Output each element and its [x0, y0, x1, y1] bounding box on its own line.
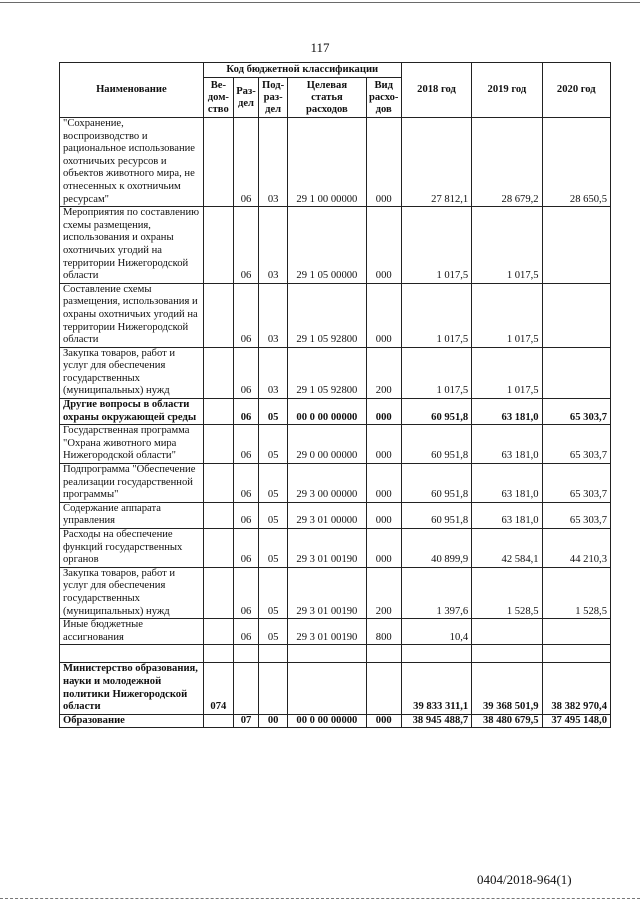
cell-target: 29 1 00 00000 — [288, 118, 366, 207]
table-row — [60, 714, 611, 728]
scan-edge-bottom — [0, 898, 640, 899]
header-classification-group: Код бюджетной классификации — [203, 63, 401, 78]
table-row — [60, 663, 611, 714]
cell-name: Другие вопросы в области охраны окружающей среды — [60, 399, 204, 425]
cell-vedomstvo — [203, 283, 233, 347]
table-row — [60, 425, 611, 464]
cell-vid: 000 — [366, 714, 401, 728]
cell-vedomstvo — [203, 529, 233, 568]
cell-vedomstvo — [203, 464, 233, 503]
cell-2018: 40 899,9 — [401, 529, 471, 568]
cell-2020 — [542, 645, 610, 663]
cell-vedomstvo — [203, 567, 233, 618]
cell-2018: 1 397,6 — [401, 567, 471, 618]
cell-target — [288, 663, 366, 714]
cell-2020: 65 303,7 — [542, 425, 610, 464]
cell-2019: 28 679,2 — [472, 118, 542, 207]
cell-2020: 65 303,7 — [542, 502, 610, 528]
cell-2019: 1 017,5 — [472, 283, 542, 347]
table-row — [60, 502, 611, 528]
cell-2019: 1 017,5 — [472, 207, 542, 284]
header-razdel: Раз- дел — [233, 78, 258, 118]
cell-2020: 65 303,7 — [542, 399, 610, 425]
cell-vedomstvo — [203, 347, 233, 398]
cell-2019: 63 181,0 — [472, 502, 542, 528]
cell-razdel: 06 — [233, 347, 258, 398]
cell-vedomstvo — [203, 502, 233, 528]
cell-razdel: 06 — [233, 118, 258, 207]
cell-2018: 1 017,5 — [401, 347, 471, 398]
cell-2018: 60 951,8 — [401, 502, 471, 528]
table-row — [60, 118, 611, 207]
cell-razdel — [233, 645, 258, 663]
cell-target: 29 3 01 00190 — [288, 619, 366, 645]
table-row — [60, 619, 611, 645]
cell-razdel: 07 — [233, 714, 258, 728]
cell-podrazdel: 05 — [259, 529, 288, 568]
header-vid: Вид расхо- дов — [366, 78, 401, 118]
cell-razdel: 06 — [233, 399, 258, 425]
table-row — [60, 529, 611, 568]
header-name: Наименование — [60, 63, 204, 118]
cell-podrazdel: 05 — [259, 425, 288, 464]
scan-edge-top — [0, 2, 640, 3]
cell-target: 29 3 00 00000 — [288, 464, 366, 503]
cell-2019: 42 584,1 — [472, 529, 542, 568]
cell-2020 — [542, 283, 610, 347]
cell-name: Государственная программа "Охрана животного мира Нижегородской области" — [60, 425, 204, 464]
header-row-group — [60, 63, 611, 78]
cell-podrazdel: 03 — [259, 347, 288, 398]
header-vedomstvo: Ве- дом- ство — [203, 78, 233, 118]
header-2018: 2018 год — [401, 63, 471, 118]
document-code: 0404/2018-964(1) — [477, 872, 572, 887]
budget-table — [59, 62, 611, 728]
cell-vedomstvo — [203, 425, 233, 464]
table-row — [60, 645, 611, 663]
cell-podrazdel: 05 — [259, 399, 288, 425]
cell-razdel: 06 — [233, 619, 258, 645]
table-row — [60, 399, 611, 425]
cell-target: 29 0 00 00000 — [288, 425, 366, 464]
cell-razdel: 06 — [233, 425, 258, 464]
cell-target: 29 1 05 92800 — [288, 347, 366, 398]
cell-razdel: 06 — [233, 207, 258, 284]
cell-2018: 60 951,8 — [401, 425, 471, 464]
cell-2018: 1 017,5 — [401, 207, 471, 284]
cell-2020: 37 495 148,0 — [542, 714, 610, 728]
cell-2020: 65 303,7 — [542, 464, 610, 503]
cell-razdel: 06 — [233, 283, 258, 347]
cell-name: Министерство образования, науки и молодежной политики Нижегородской области — [60, 663, 204, 714]
cell-target: 29 3 01 00000 — [288, 502, 366, 528]
cell-2019 — [472, 619, 542, 645]
cell-name: Мероприятия по составлению схемы размещения, использования и охраны охотничьих угодий на территории Нижегородской области — [60, 207, 204, 284]
cell-vedomstvo — [203, 399, 233, 425]
cell-name: Образование — [60, 714, 204, 728]
cell-vid — [366, 645, 401, 663]
page-number: 117 — [310, 40, 330, 55]
cell-vid — [366, 663, 401, 714]
cell-target: 29 1 05 00000 — [288, 207, 366, 284]
cell-podrazdel — [259, 645, 288, 663]
cell-target: 00 0 00 00000 — [288, 399, 366, 425]
cell-target — [288, 645, 366, 663]
cell-2020: 1 528,5 — [542, 567, 610, 618]
cell-podrazdel: 05 — [259, 464, 288, 503]
cell-podrazdel: 05 — [259, 619, 288, 645]
cell-vid: 000 — [366, 464, 401, 503]
cell-2020 — [542, 347, 610, 398]
cell-target: 29 1 05 92800 — [288, 283, 366, 347]
cell-vedomstvo — [203, 645, 233, 663]
header-podrazdel: Под- раз- дел — [259, 78, 288, 118]
cell-2019: 1 017,5 — [472, 347, 542, 398]
cell-vedomstvo — [203, 619, 233, 645]
cell-2018: 27 812,1 — [401, 118, 471, 207]
header-2020: 2020 год — [542, 63, 610, 118]
cell-razdel: 06 — [233, 567, 258, 618]
cell-2019 — [472, 645, 542, 663]
cell-podrazdel: 03 — [259, 207, 288, 284]
cell-vid: 000 — [366, 207, 401, 284]
cell-vid: 000 — [366, 399, 401, 425]
cell-vedomstvo — [203, 118, 233, 207]
cell-name: Иные бюджетные ассигнования — [60, 619, 204, 645]
cell-2018: 38 945 488,7 — [401, 714, 471, 728]
cell-vid: 000 — [366, 283, 401, 347]
cell-vedomstvo — [203, 207, 233, 284]
cell-podrazdel: 05 — [259, 567, 288, 618]
cell-2018: 60 951,8 — [401, 464, 471, 503]
table-row — [60, 567, 611, 618]
cell-2019: 63 181,0 — [472, 399, 542, 425]
cell-razdel — [233, 663, 258, 714]
header-2019: 2019 год — [472, 63, 542, 118]
cell-podrazdel: 05 — [259, 502, 288, 528]
cell-name: Закупка товаров, работ и услуг для обеспечения государственных (муниципальных) нужд — [60, 567, 204, 618]
cell-2020: 38 382 970,4 — [542, 663, 610, 714]
cell-vedomstvo — [203, 714, 233, 728]
cell-vid: 000 — [366, 529, 401, 568]
cell-2020 — [542, 619, 610, 645]
cell-vid: 200 — [366, 567, 401, 618]
cell-name: "Сохранение, воспроизводство и рациональное использование охотничьих ресурсов и объектов животного мира, не отнесенных к охотничьим ресурсам" — [60, 118, 204, 207]
cell-target: 29 3 01 00190 — [288, 529, 366, 568]
cell-name: Расходы на обеспечение функций государственных органов — [60, 529, 204, 568]
cell-name — [60, 645, 204, 663]
cell-podrazdel — [259, 663, 288, 714]
table-row — [60, 283, 611, 347]
cell-podrazdel: 00 — [259, 714, 288, 728]
cell-vid: 000 — [366, 118, 401, 207]
cell-2020: 28 650,5 — [542, 118, 610, 207]
cell-vedomstvo: 074 — [203, 663, 233, 714]
cell-2019: 39 368 501,9 — [472, 663, 542, 714]
cell-2019: 1 528,5 — [472, 567, 542, 618]
cell-vid: 000 — [366, 502, 401, 528]
cell-podrazdel: 03 — [259, 118, 288, 207]
cell-name: Составление схемы размещения, использования и охраны охотничьих угодий на территории Нижегородской области — [60, 283, 204, 347]
cell-target: 00 0 00 00000 — [288, 714, 366, 728]
cell-2018: 60 951,8 — [401, 399, 471, 425]
cell-2018: 39 833 311,1 — [401, 663, 471, 714]
cell-2020: 44 210,3 — [542, 529, 610, 568]
cell-2018: 10,4 — [401, 619, 471, 645]
header-target: Целевая статья расходов — [288, 78, 366, 118]
cell-name: Содержание аппарата управления — [60, 502, 204, 528]
table-row — [60, 464, 611, 503]
cell-vid: 200 — [366, 347, 401, 398]
cell-name: Подпрограмма "Обеспечение реализации государственной программы" — [60, 464, 204, 503]
cell-name: Закупка товаров, работ и услуг для обеспечения государственных (муниципальных) нужд — [60, 347, 204, 398]
cell-2019: 38 480 679,5 — [472, 714, 542, 728]
cell-podrazdel: 03 — [259, 283, 288, 347]
table-row — [60, 347, 611, 398]
cell-2019: 63 181,0 — [472, 425, 542, 464]
cell-2020 — [542, 207, 610, 284]
cell-2018 — [401, 645, 471, 663]
cell-target: 29 3 01 00190 — [288, 567, 366, 618]
cell-razdel: 06 — [233, 502, 258, 528]
table-row — [60, 207, 611, 284]
cell-2019: 63 181,0 — [472, 464, 542, 503]
cell-razdel: 06 — [233, 529, 258, 568]
cell-vid: 000 — [366, 425, 401, 464]
cell-razdel: 06 — [233, 464, 258, 503]
cell-vid: 800 — [366, 619, 401, 645]
cell-2018: 1 017,5 — [401, 283, 471, 347]
